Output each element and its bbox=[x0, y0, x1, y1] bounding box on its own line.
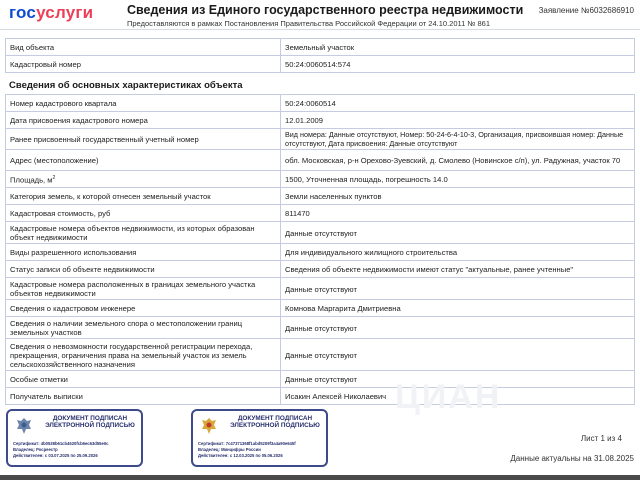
document-subtitle: Предоставляются в рамках Постановления Правительства Российской Федерации от 24.10.2011 № 861 bbox=[127, 19, 491, 28]
table-row bbox=[6, 244, 635, 261]
bottom-bar bbox=[0, 475, 640, 480]
row-label: Адрес (местоположение) bbox=[6, 150, 281, 171]
table-row bbox=[6, 317, 635, 339]
row-label: Ранее присвоенный государственный учетный номер bbox=[6, 129, 281, 150]
row-label: Кадастровый номер bbox=[6, 56, 281, 73]
row-value: Вид номера: Данные отсутствуют, Номер: 50-24-6-4-10-3, Организация, присвоившая номер: Данные отсутствуют, Дата присвоения: Данные отсутствуют bbox=[281, 129, 635, 150]
row-label: Сведения о кадастровом инженере bbox=[6, 300, 281, 317]
table-row bbox=[6, 39, 635, 56]
stamp-owner: Владелец: Росреестр bbox=[13, 447, 58, 452]
data-actual-date: Данные актуальны на 31.08.2025 bbox=[510, 454, 634, 463]
stamp-validity: Действителен: с 03.07.2025 по 25.09.2026 bbox=[13, 453, 98, 458]
row-label: Виды разрешенного использования bbox=[6, 244, 281, 261]
table-row bbox=[6, 261, 635, 278]
table-row bbox=[6, 95, 635, 112]
row-value: Комнова Маргарита Дмитриевна bbox=[281, 300, 635, 317]
table-row bbox=[6, 222, 635, 244]
table-row bbox=[6, 339, 635, 371]
row-label: Кадастровая стоимость, руб bbox=[6, 205, 281, 222]
row-label: Сведения о наличии земельного спора о местоположении границ земельных участков bbox=[6, 317, 281, 339]
table-row bbox=[6, 129, 635, 150]
table-row bbox=[6, 388, 635, 405]
sheet-number: Лист 1 из 4 bbox=[580, 434, 622, 443]
table-row bbox=[6, 205, 635, 222]
row-label: Дата присвоения кадастрового номера bbox=[6, 112, 281, 129]
row-label: Статус записи об объекте недвижимости bbox=[6, 261, 281, 278]
table-row bbox=[6, 188, 635, 205]
document-title: Сведения из Единого государственного реестра недвижимости bbox=[127, 3, 524, 17]
row-label: Категория земель, к которой отнесен земельный участок bbox=[6, 188, 281, 205]
row-value: Данные отсутствуют bbox=[281, 278, 635, 300]
row-value: 50:24:0060514:574 bbox=[281, 56, 635, 73]
row-value: обл. Московская, р-н Орехово-Зуевский, д. Смолево (Новинское с/п), ул. Радужная, участок 70 bbox=[281, 150, 635, 171]
logo-text-part1: гос bbox=[9, 3, 37, 22]
row-label: Особые отметки bbox=[6, 371, 281, 388]
row-value: 1500, Уточненная площадь, погрешность 14.0 bbox=[281, 171, 635, 188]
row-value: Исакин Алексей Николаевич bbox=[281, 388, 635, 405]
table-row bbox=[6, 278, 635, 300]
row-label: Сведения о невозможности государственной регистрации перехода, прекращения, ограничения права на земельный участок из земель сельскохозяйственного назначения bbox=[6, 339, 281, 371]
row-value: Для индивидуального жилищного строительства bbox=[281, 244, 635, 261]
object-table bbox=[5, 38, 635, 73]
row-value: Земельный участок bbox=[281, 39, 635, 56]
row-value: Данные отсутствуют bbox=[281, 371, 635, 388]
row-label: Получатель выписки bbox=[6, 388, 281, 405]
logo-text-part2: услуги bbox=[36, 3, 94, 22]
signature-stamp-rosreestr bbox=[6, 409, 143, 467]
row-value: Сведения об объекте недвижимости имеют статус "актуальные, ранее учтенные" bbox=[281, 261, 635, 278]
table-row bbox=[6, 56, 635, 73]
row-label: Кадастровые номера объектов недвижимости, из которых образован объект недвижимости bbox=[6, 222, 281, 244]
table-row bbox=[6, 150, 635, 171]
row-label: Номер кадастрового квартала bbox=[6, 95, 281, 112]
row-value: 811470 bbox=[281, 205, 635, 222]
stamp-owner: Владелец: Минцифры России bbox=[198, 447, 261, 452]
coat-of-arms-icon bbox=[200, 416, 218, 436]
table-row bbox=[6, 300, 635, 317]
row-label: Вид объекта bbox=[6, 39, 281, 56]
row-value: Данные отсутствуют bbox=[281, 317, 635, 339]
gosuslugi-logo bbox=[9, 3, 93, 23]
section-title: Сведения об основных характеристиках объекта bbox=[9, 80, 243, 91]
document-header bbox=[0, 0, 640, 30]
stamp-title: ДОКУМЕНТ ПОДПИСАН ЭЛЕКТРОННОЙ ПОДПИСЬЮ bbox=[230, 415, 320, 429]
row-value: 12.01.2009 bbox=[281, 112, 635, 129]
row-value: 50:24:0060514 bbox=[281, 95, 635, 112]
row-value: Данные отсутствуют bbox=[281, 339, 635, 371]
row-value: Данные отсутствуют bbox=[281, 222, 635, 244]
table-row bbox=[6, 371, 635, 388]
table-row bbox=[6, 171, 635, 188]
stamp-certificate: Сертификат: 4b0538b61cb4620fcb6ec63d55e0c bbox=[13, 441, 109, 446]
row-value: Земли населенных пунктов bbox=[281, 188, 635, 205]
characteristics-table bbox=[5, 94, 635, 405]
signature-stamp-mintsifry bbox=[191, 409, 328, 467]
stamp-title: ДОКУМЕНТ ПОДПИСАН ЭЛЕКТРОННОЙ ПОДПИСЬЮ bbox=[45, 415, 135, 429]
stamp-certificate: Сертификат: 7c47371368f1abd5209f3a4a90e645f bbox=[198, 441, 296, 446]
stamp-validity: Действителен: с 12.03.2025 по 05.06.2026 bbox=[198, 453, 283, 458]
rosreestr-emblem-icon bbox=[15, 416, 33, 436]
application-number: Заявление №6032686910 bbox=[538, 6, 634, 15]
table-row bbox=[6, 112, 635, 129]
watermark: ЦИАН bbox=[395, 378, 502, 416]
row-label: Площадь, $м^2$ bbox=[6, 171, 281, 188]
row-label: Кадастровые номера расположенных в границах земельного участка объектов недвижимости bbox=[6, 278, 281, 300]
